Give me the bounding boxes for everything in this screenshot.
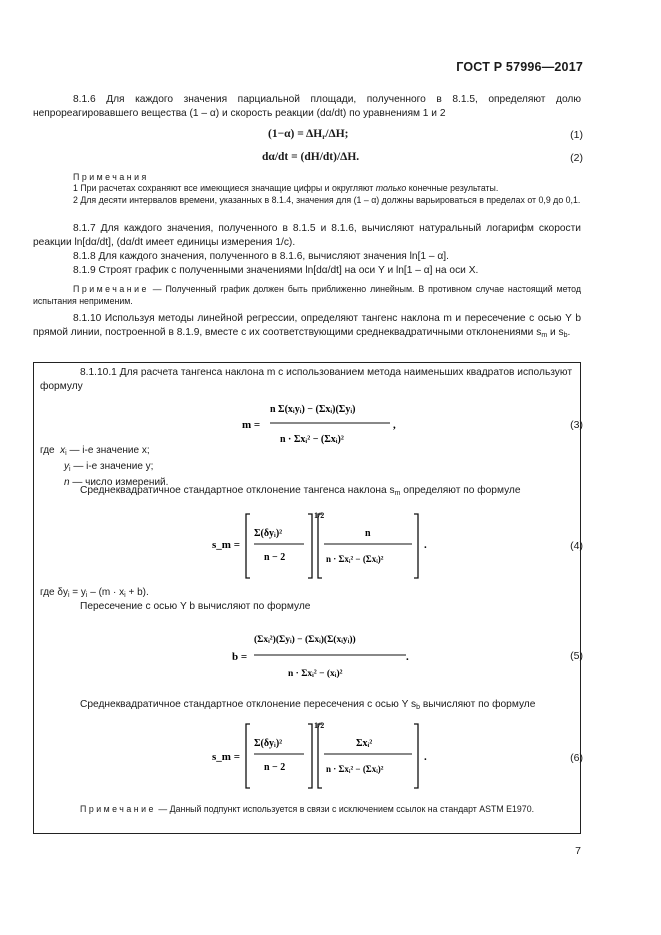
eq6-lhs: s_m = xyxy=(212,751,240,763)
eq6-bracket-right-2 xyxy=(414,724,418,788)
var-x: x xyxy=(60,445,66,456)
equation-1-tail: /ΔH; xyxy=(325,128,349,140)
eq6-tail: . xyxy=(424,751,427,763)
note-graph-text: — Полученный график должен быть приближенно линейным. В противном случае настоящий метод испытания неприменим. xyxy=(33,284,581,306)
notes-title: Примечания xyxy=(73,172,149,182)
b-intro: Пересечение с осью Y b вычисляют по формуле xyxy=(80,601,311,612)
period-text: . xyxy=(567,327,571,338)
eq4-lhs: s_m = xyxy=(212,539,240,551)
eq6-num2: Σxᵢ² xyxy=(356,738,373,749)
equation-1-sub: r xyxy=(322,133,326,141)
equation-6-number: (6) xyxy=(570,752,583,764)
sm-intro-sub: m xyxy=(394,490,401,497)
sm-intro-tail: определяют по формуле xyxy=(400,485,521,496)
eq3-numerator: n Σ(xᵢyᵢ) − (Σxᵢ)(Σyᵢ) xyxy=(270,404,356,415)
eq6-den1: n − 2 xyxy=(264,762,286,773)
equation-1 xyxy=(268,128,349,141)
equation-5-formula xyxy=(230,622,415,692)
var-y-desc: — i-е значение y; xyxy=(70,461,154,472)
eq4-bracket-right-1 xyxy=(308,514,312,578)
paragraph-8-1-8: 8.1.8 Для каждого значения, полученного в 8.1.6, вычисляют значения ln[1 – α]. xyxy=(73,251,449,262)
and-text: и s xyxy=(547,327,564,338)
eq4-bracket-left-2 xyxy=(318,514,322,578)
sb-intro-tail: вычисляют по формуле xyxy=(420,699,536,710)
eq6-bracket-left-2 xyxy=(318,724,322,788)
equation-6-formula xyxy=(210,718,435,792)
eq4-num2: n xyxy=(365,528,371,539)
equation-2: dα/dt = (dH/dt)/ΔH. xyxy=(262,151,360,163)
eq6-power: 1/2 xyxy=(314,721,325,730)
eq6-bracket-left-1 xyxy=(246,724,250,788)
equation-2-number: (2) xyxy=(570,152,583,164)
delta-def-text: где δy xyxy=(40,587,68,598)
delta-def-rest2: – (m · x xyxy=(87,587,125,598)
sm-intro-text: Среднеквадратичное стандартное отклонение тангенса наклона s xyxy=(80,485,395,496)
eq5-tail: . xyxy=(406,651,409,663)
delta-def-sub1: i xyxy=(67,592,70,599)
eq5-numerator: (Σxᵢ²)(Σyᵢ) − (Σxᵢ)(Σ(xᵢyᵢ)) xyxy=(254,635,356,645)
eq5-lhs: b = xyxy=(232,651,248,663)
eq5-denominator: n · Σxᵢ² − (xᵢ)² xyxy=(288,669,343,679)
where-y xyxy=(40,460,588,476)
note-1 xyxy=(33,182,581,194)
var-n: n xyxy=(64,477,70,488)
eq4-bracket-left-1 xyxy=(246,514,250,578)
eq4-den2: n · Σxᵢ² − (Σxᵢ)² xyxy=(326,554,384,564)
final-note-text: — Данный подпункт используется в связи с исключением ссылок на стандарт ASTM E1970. xyxy=(155,804,535,814)
eq3-denominator: n · Σxᵢ² − (Σxᵢ)² xyxy=(280,434,344,445)
sb-intro-text: Среднеквадратичное стандартное отклонение пересечения с осью Y s xyxy=(80,699,417,710)
paragraph-8-1-9: 8.1.9 Строят график с полученными значениями ln[dα/dt] на оси Y и ln[1 – α] на оси X. xyxy=(73,265,479,276)
where-label: где xyxy=(40,445,55,456)
eq3-tail: , xyxy=(393,419,396,431)
delta-def-sub3: i xyxy=(124,592,126,599)
note-graph xyxy=(33,283,581,307)
delta-def-rest: = y xyxy=(69,587,86,598)
equation-5-number: (5) xyxy=(570,650,583,662)
note-graph-title: Примечание xyxy=(73,284,149,294)
sm-intro xyxy=(40,484,572,501)
var-x-sub: i xyxy=(65,450,67,457)
final-note-title: Примечание xyxy=(80,804,156,814)
paragraph-8-1-10-1: 8.1.10.1 Для расчета тангенса наклона m с использованием метода наименьших квадратов используют формулу xyxy=(40,367,572,392)
sb-intro-sub: b xyxy=(416,704,421,711)
where-block xyxy=(40,444,588,489)
note-1-a: 1 При расчетах сохраняют все имеющиеся значащие цифры и округляют xyxy=(73,183,376,193)
note-2: 2 Для десяти интервалов времени, указанных в 8.1.4, значения для (1 – α) должны варьироваться в пределах от 0,9 до 0,1. xyxy=(73,195,581,205)
where-x xyxy=(40,444,588,460)
delta-def-rest3: + b). xyxy=(125,587,149,598)
note-1-b: конечные результаты. xyxy=(406,183,499,193)
var-x-desc: — i-е значение x; xyxy=(66,445,150,456)
page-number: 7 xyxy=(575,845,581,857)
eq3-lhs: m = xyxy=(242,419,261,431)
note-1-emphasis: только xyxy=(375,183,407,193)
document-id: ГОСТ Р 57996—2017 xyxy=(456,60,583,74)
eq4-bracket-right-2 xyxy=(414,514,418,578)
eq6-den2: n · Σxᵢ² − (Σxᵢ)² xyxy=(326,764,384,774)
equation-3-number: (3) xyxy=(570,419,583,431)
eq4-num1: Σ(δyᵢ)² xyxy=(254,528,283,539)
eq6-num1: Σ(δyᵢ)² xyxy=(254,738,283,749)
equation-1-number: (1) xyxy=(570,129,583,141)
paragraph-8-1-6: 8.1.6 Для каждого значения парциальной площади, полученного в 8.1.5, определяют долю непрореагировавшего вещества (1 – α) и скорость реакции (dα/dt) по уравнениям 1 и 2 xyxy=(33,94,581,119)
var-y-sub: i xyxy=(69,466,71,473)
eq6-bracket-right-1 xyxy=(308,724,312,788)
sm-subscript: m xyxy=(541,332,548,339)
eq4-tail: . xyxy=(424,539,427,551)
equation-4-formula xyxy=(210,508,435,582)
sb-subscript: b xyxy=(563,332,568,339)
paragraph-8-1-7: 8.1.7 Для каждого значения, полученного в 8.1.5 и 8.1.6, вычисляют натуральный логарифм скорости реакции ln[dα/dt], (dα/dt имеет единицы измерения 1/с). xyxy=(33,223,581,248)
equation-4-number: (4) xyxy=(570,540,583,552)
paragraph-8-1-10-body: 8.1.10 Используя методы линейной регрессии, определяют тангенс наклона m и пересечение с осью Y b прямой линии, построенной в 8.1.9, вместе с их соответствующими среднеквадратичными отклонениями s xyxy=(33,313,581,338)
paragraph-8-1-10 xyxy=(33,312,581,343)
var-n-desc: — число измерений. xyxy=(69,477,169,488)
delta-def-sub2: i xyxy=(85,592,88,599)
eq4-den1: n − 2 xyxy=(264,552,286,563)
final-note xyxy=(40,803,572,815)
var-y: y xyxy=(64,461,69,472)
equation-1-body: (1−α) = ΔH xyxy=(268,128,323,140)
eq4-power: 1/2 xyxy=(314,511,325,520)
sb-intro xyxy=(40,698,572,715)
